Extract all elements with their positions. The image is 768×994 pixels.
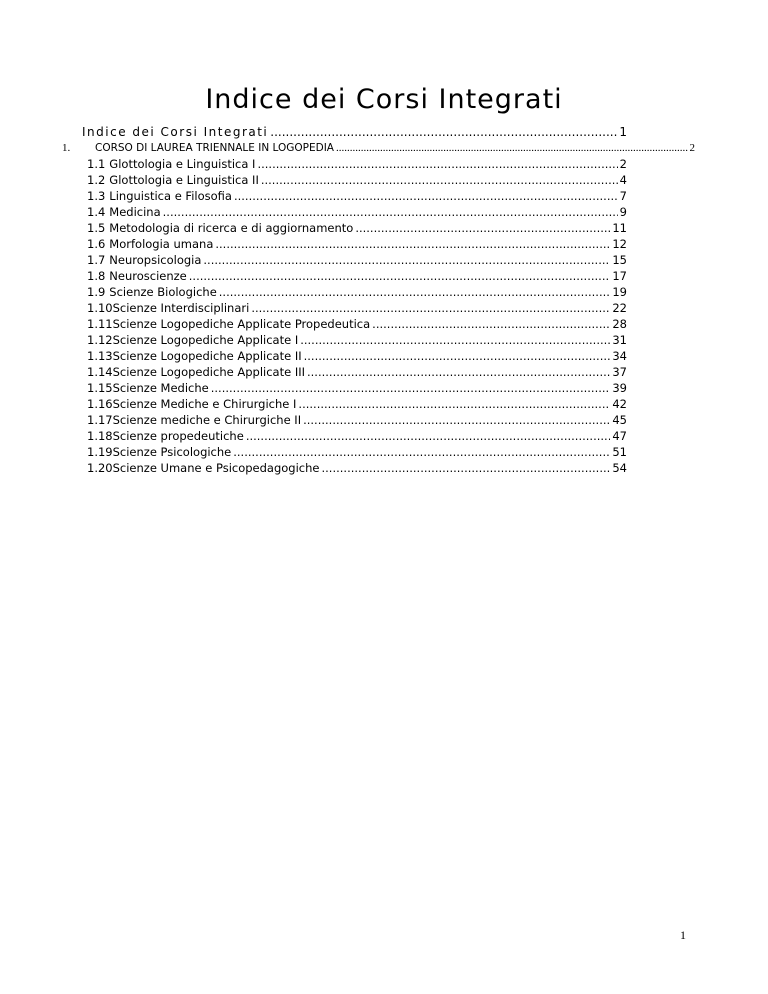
- toc-entry-number: 1.7: [87, 253, 106, 267]
- toc-entry-page: 19: [612, 285, 627, 299]
- toc-entry[interactable]: [87, 252, 627, 268]
- toc-entry[interactable]: [87, 380, 627, 396]
- toc-entry-page: 51: [612, 445, 627, 459]
- toc-entry[interactable]: [87, 428, 627, 444]
- toc-entry-page: 2: [619, 157, 627, 171]
- toc-entry[interactable]: [87, 188, 627, 204]
- toc-entry[interactable]: [87, 332, 627, 348]
- toc-entry-page: 28: [612, 317, 627, 331]
- toc-entry-page: 9: [619, 205, 627, 219]
- toc-dot-leader: [251, 300, 610, 316]
- toc-entry-label: Glottologia e Linguistica I: [109, 157, 256, 171]
- toc-entry-page: 4: [619, 173, 627, 187]
- toc-dot-leader: [355, 220, 610, 236]
- toc-entry-label: Scienze Logopediche Applicate II: [112, 349, 302, 363]
- toc-entry-page: 17: [612, 269, 627, 283]
- toc-entry-number: 1.18: [87, 429, 113, 443]
- toc-dot-leader: [322, 460, 611, 476]
- toc-entry[interactable]: [87, 444, 627, 460]
- toc-entry-label: Scienze Umane e Psicopedagogiche: [112, 461, 320, 475]
- toc-dot-leader: [270, 124, 617, 140]
- toc-entry-number: 1.10: [87, 301, 113, 315]
- toc-entry-label: Neuroscienze: [109, 269, 187, 283]
- toc-entry[interactable]: [87, 300, 627, 316]
- toc-entry-label: Linguistica e Filosofia: [109, 189, 232, 203]
- toc-entry[interactable]: [62, 140, 695, 156]
- toc-entry-label: Scienze Interdisciplinari: [112, 301, 250, 315]
- toc-dot-leader: [233, 444, 610, 460]
- toc-dot-leader: [203, 252, 610, 268]
- toc-dot-leader: [189, 268, 611, 284]
- toc-entry-label: Indice dei Corsi Integrati: [82, 125, 269, 139]
- toc-entry-label: Scienze Logopediche Applicate III: [112, 365, 305, 379]
- toc-entry[interactable]: [87, 396, 627, 412]
- toc-dot-leader: [303, 412, 610, 428]
- toc-entry-number: 1.17: [87, 413, 113, 427]
- toc-entry[interactable]: [87, 172, 627, 188]
- toc-entry-page: 54: [612, 461, 627, 475]
- toc-entry-number: 1.3: [87, 189, 106, 203]
- toc-dot-leader: [215, 236, 610, 252]
- toc-entry-label: Metodologia di ricerca e di aggiornamento: [109, 221, 354, 235]
- toc-entry-number: 1.16: [87, 397, 113, 411]
- toc-dot-leader: [372, 316, 610, 332]
- toc-entry[interactable]: [82, 124, 627, 140]
- toc-entry-page: 22: [612, 301, 627, 315]
- toc-dot-leader: [163, 204, 618, 220]
- toc-entry-number: 1.2: [87, 173, 106, 187]
- toc-entry-number: 1.11: [87, 317, 113, 331]
- toc-entry-page: 34: [612, 349, 627, 363]
- toc-entry[interactable]: [87, 156, 627, 172]
- toc-entry-label: Scienze Logopediche Applicate I: [112, 333, 299, 347]
- toc-entry-page: 47: [612, 429, 627, 443]
- toc-entry-label: Scienze Mediche e Chirurgiche I: [112, 397, 297, 411]
- toc-entry-label: Medicina: [109, 205, 161, 219]
- toc-entry-page: 15: [612, 253, 627, 267]
- toc-dot-leader: [307, 364, 610, 380]
- toc-entry-number: 1.14: [87, 365, 113, 379]
- page-title: Indice dei Corsi Integrati: [205, 84, 563, 115]
- toc-entry-page: 12: [612, 237, 627, 251]
- toc-entry-label: Scienze mediche e Chirurgiche II: [112, 413, 302, 427]
- toc-dot-leader: [211, 380, 611, 396]
- toc-entry-page: 31: [612, 333, 627, 347]
- toc-entry-label: CORSO DI LAUREA TRIENNALE IN LOGOPEDIA: [94, 142, 334, 154]
- toc-entry-number: 1.15: [87, 381, 113, 395]
- toc-entry-number: 1.13: [87, 349, 113, 363]
- toc-entry-number: 1.9: [87, 285, 106, 299]
- toc-dot-leader: [261, 172, 618, 188]
- toc-dot-leader: [257, 156, 617, 172]
- toc-entry-page: 45: [612, 413, 627, 427]
- toc-entry-number: 1.20: [87, 461, 113, 475]
- toc-dot-leader: [304, 348, 611, 364]
- toc-entry[interactable]: [87, 348, 627, 364]
- toc-entry-number: 1.: [62, 142, 71, 154]
- toc-entry-number: 1.6: [87, 237, 106, 251]
- toc-dot-leader: [219, 284, 611, 300]
- toc-entry[interactable]: [87, 220, 627, 236]
- toc-entry-page: 39: [612, 381, 627, 395]
- toc-dot-leader: [336, 140, 688, 156]
- toc-entry[interactable]: [87, 316, 627, 332]
- toc-dot-leader: [246, 428, 611, 444]
- toc-dot-leader: [298, 396, 610, 412]
- toc-entry-label: Scienze Logopediche Applicate Propedeutica: [112, 317, 371, 331]
- page-number: 1: [680, 928, 686, 942]
- toc-entry-page: 2: [689, 142, 695, 154]
- toc-entry-page: 37: [612, 365, 627, 379]
- toc-entry-label: Scienze Psicologiche: [112, 445, 232, 459]
- toc-entry-label: Scienze propedeutiche: [112, 429, 244, 443]
- toc-entry-number: 1.5: [87, 221, 106, 235]
- toc-dot-leader: [300, 332, 610, 348]
- toc-entry-label: Scienze Biologiche: [109, 285, 217, 299]
- toc-entry-label: Glottologia e Linguistica II: [109, 173, 259, 187]
- toc-entry-page: 1: [619, 125, 627, 139]
- toc-entry[interactable]: [87, 364, 627, 380]
- toc-entry[interactable]: [87, 460, 627, 476]
- toc-dot-leader: [234, 188, 618, 204]
- toc-entry[interactable]: [87, 268, 627, 284]
- toc-entry-label: Scienze Mediche: [112, 381, 209, 395]
- toc-entry-label: Neuropsicologia: [109, 253, 202, 267]
- toc-entry-number: 1.12: [87, 333, 113, 347]
- toc-entry-page: 11: [612, 221, 627, 235]
- toc-entry-number: 1.1: [87, 157, 106, 171]
- toc-entry-page: 7: [619, 189, 627, 203]
- toc-entry-number: 1.4: [87, 205, 106, 219]
- toc-entry[interactable]: [87, 236, 627, 252]
- toc-entry-page: 42: [612, 397, 627, 411]
- toc-entry-number: 1.8: [87, 269, 106, 283]
- toc-entry[interactable]: [87, 412, 627, 428]
- toc-entry-number: 1.19: [87, 445, 113, 459]
- toc-entry[interactable]: [87, 204, 627, 220]
- toc-entry[interactable]: [87, 284, 627, 300]
- toc-entry-label: Morfologia umana: [109, 237, 214, 251]
